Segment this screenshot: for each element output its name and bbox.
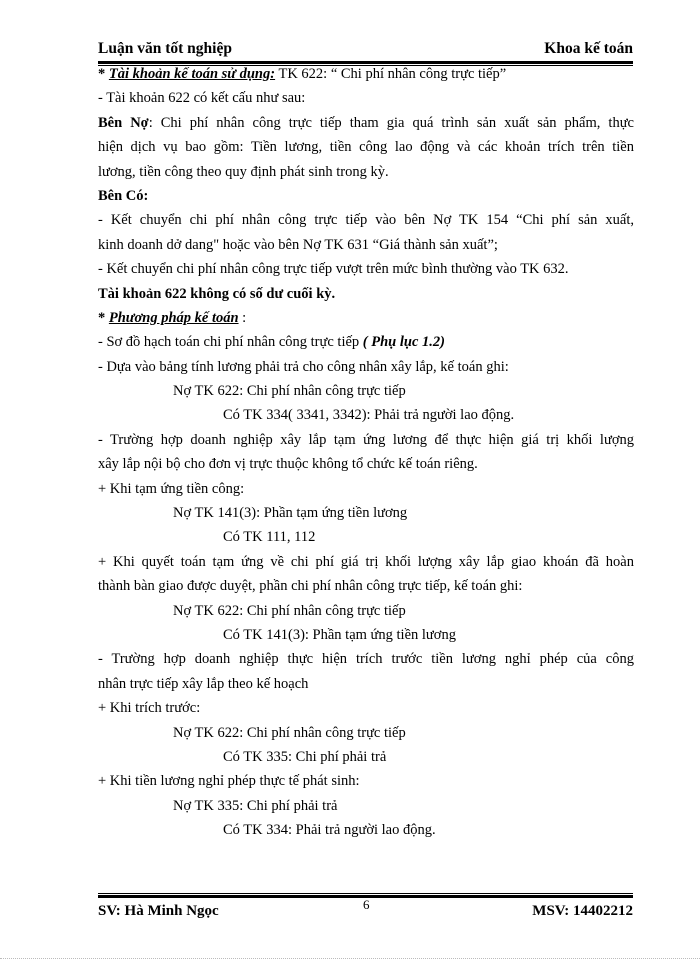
- paragraph-line: + Khi quyết toán tạm ứng về chi phí giá trị khối lượng xây lắp giao khoán đã hoàn: [98, 553, 634, 570]
- page-break-dots: [0, 958, 700, 959]
- header-faculty-label: Khoa kế toán: [544, 40, 633, 57]
- entry-debit: Nợ TK 622: Chi phí nhân công trực tiếp: [173, 602, 406, 619]
- entry-credit: Có TK 334( 3341, 3342): Phải trả người lao động.: [223, 407, 515, 424]
- heading-text: Phương pháp kế toán: [108, 309, 239, 326]
- paragraph-line: + Khi tiền lương nghỉ phép thực tế phát sinh:: [98, 773, 360, 790]
- paragraph-line: - Trường hợp doanh nghiệp thực hiện trích trước tiền lương nghỉ phép của công: [98, 651, 634, 668]
- document-body: [98, 62, 634, 843]
- footer-student-id: MSV: 14402212: [532, 903, 633, 919]
- paragraph-line: hiện dịch vụ bao gồm: Tiền lương, tiền công lao động và các khoản trích trên tiền: [98, 139, 634, 156]
- entry-credit: Có TK 111, 112: [223, 529, 316, 546]
- paragraph-heading: Bên Có:: [98, 187, 149, 204]
- appendix-reference: ( Phụ lục 1.2): [362, 334, 445, 351]
- entry-credit: Có TK 141(3): Phần tạm ứng tiền lương: [223, 626, 456, 643]
- page-header: [98, 40, 633, 60]
- entry-credit: Có TK 335: Chi phí phải trả: [223, 748, 387, 765]
- paragraph-line: - Kết chuyển chi phí nhân công trực tiếp vượt trên mức bình thường vào TK 632.: [98, 261, 569, 278]
- paragraph-line: - Tài khoản 622 có kết cấu như sau:: [98, 90, 306, 107]
- paragraph-line: - Dựa vào bảng tính lương phải trả cho công nhân xây lắp, kế toán ghi:: [98, 358, 509, 375]
- paragraph-line: Bên Nợ: Chi phí nhân công trực tiếp tham gia quá trình sản xuất sản phẩm, thực: [98, 114, 634, 131]
- page-number: 6: [363, 897, 370, 912]
- heading-text: Tài khoản kế toán sử dụng:: [108, 66, 276, 82]
- entry-debit: Nợ TK 622: Chi phí nhân công trực tiếp: [173, 383, 406, 400]
- section-heading-method: * Phương pháp kế toán :: [98, 309, 247, 326]
- paragraph-line: xây lắp nội bộ cho đơn vị trực thuộc không tổ chức kế toán riêng.: [98, 456, 478, 473]
- paragraph-line: - Kết chuyển chi phí nhân công trực tiếp vào bên Nợ TK 154 “Chi phí sản xuất,: [98, 212, 634, 229]
- paragraph-line: thành bàn giao được duyệt, phần chi phí nhân công trực tiếp, kế toán ghi:: [98, 578, 523, 595]
- entry-debit: Nợ TK 622: Chi phí nhân công trực tiếp: [173, 724, 406, 741]
- paragraph-line: + Khi tạm ứng tiền công:: [98, 480, 245, 497]
- footer-student-name: SV: Hà Minh Ngọc: [98, 903, 219, 919]
- header-thesis-label: Luận văn tốt nghiệp: [98, 40, 232, 57]
- entry-debit: Nợ TK 335: Chi phí phải trả: [173, 797, 338, 814]
- entry-credit: Có TK 334: Phải trả người lao động.: [223, 822, 436, 839]
- section-heading-accounts: * Tài khoản kế toán sử dụng: TK 622: “ Chi phí nhân công trực tiếp”: [98, 66, 507, 82]
- paragraph-line: - Sơ đồ hạch toán chi phí nhân công trực tiếp ( Phụ lục 1.2): [98, 334, 445, 351]
- paragraph-line: nhân trực tiếp xây lắp theo kế hoạch: [98, 675, 309, 692]
- paragraph-line: lương, tiền công theo quy định phát sinh trong kỳ.: [98, 163, 389, 180]
- paragraph-line: - Trường hợp doanh nghiệp xây lắp tạm ứng lương để thực hiện giá trị khối lượng: [98, 431, 634, 448]
- paragraph-line: + Khi trích trước:: [98, 700, 201, 717]
- paragraph-line: Tài khoản 622 không có số dư cuối kỳ.: [98, 285, 336, 302]
- paragraph-line: kinh doanh dở dang" hoặc vào bên Nợ TK 631 “Giá thành sản xuất”;: [98, 236, 498, 253]
- page-footer: [98, 897, 633, 923]
- entry-debit: Nợ TK 141(3): Phần tạm ứng tiền lương: [173, 505, 408, 522]
